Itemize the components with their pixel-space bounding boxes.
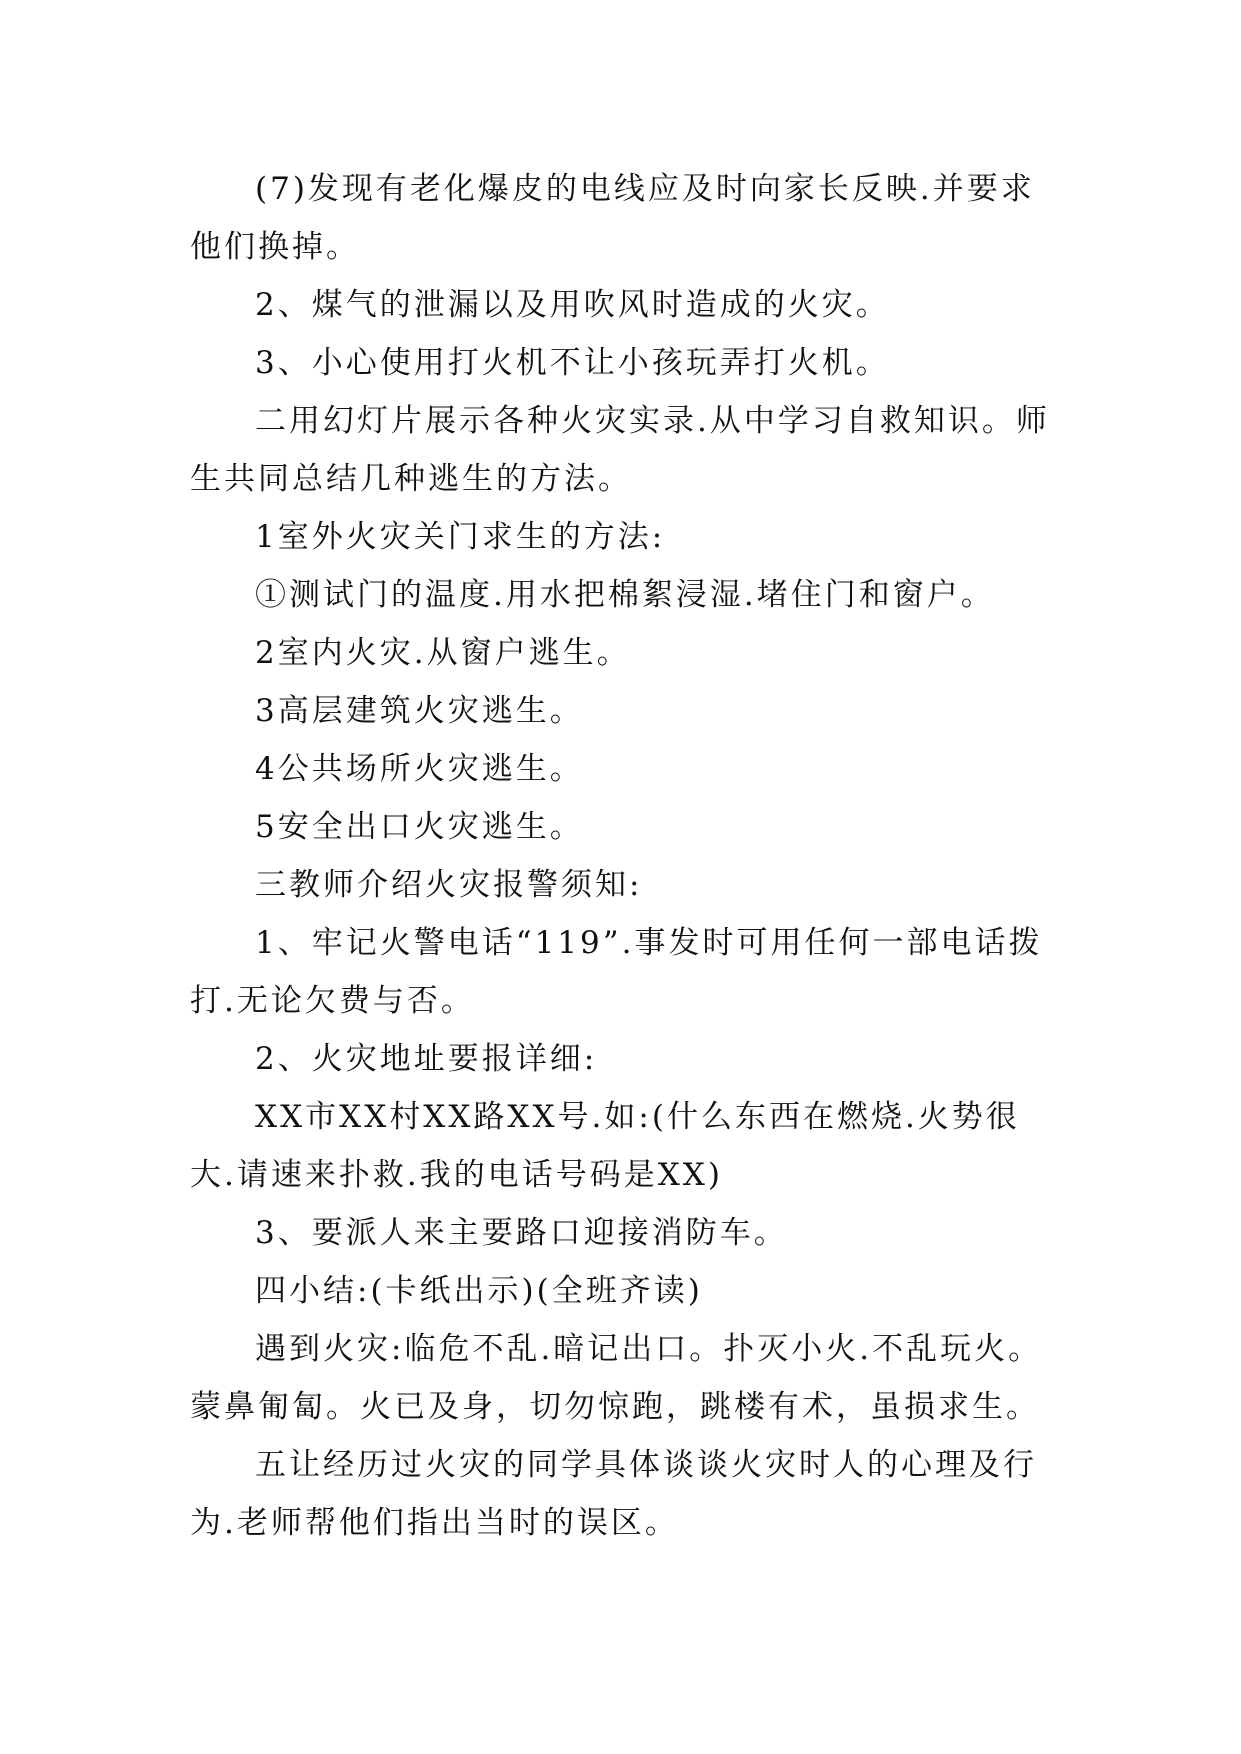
document-body bbox=[190, 160, 1060, 1552]
paragraph: 1室外火灾关门求生的方法: bbox=[255, 519, 666, 555]
paragraph: 四小结:(卡纸出示)(全班齐读) bbox=[255, 1273, 703, 1309]
paragraph: 遇到火灾:临危不乱.暗记出口。扑灭小火.不乱玩火。蒙鼻匍匐。火已及身，切勿惊跑，跳楼有术，虽损求生。 bbox=[190, 1331, 1043, 1425]
paragraph: 3高层建筑火灾逃生。 bbox=[255, 693, 584, 729]
paragraph: 2、火灾地址要报详细: bbox=[255, 1041, 598, 1077]
paragraph: (7)发现有老化爆皮的电线应及时向家长反映.并要求他们换掉。 bbox=[190, 171, 1035, 265]
paragraph: 三教师介绍火灾报警须知: bbox=[255, 867, 643, 903]
paragraph: ①测试门的温度.用水把棉絮浸湿.堵住门和窗户。 bbox=[255, 577, 995, 613]
paragraph: 五让经历过火灾的同学具体谈谈火灾时人的心理及行为.老师帮他们指出当时的误区。 bbox=[190, 1447, 1037, 1541]
paragraph: 2室内火灾.从窗户逃生。 bbox=[255, 635, 631, 671]
paragraph: 3、要派人来主要路口迎接消防车。 bbox=[255, 1215, 788, 1251]
paragraph: XX市XX村XX路XX号.如:(什么东西在燃烧.火势很大.请速来扑救.我的电话号码是XX) bbox=[190, 1099, 1020, 1193]
paragraph: 1、牢记火警电话“119”.事发时可用任何一部电话拨打.无论欠费与否。 bbox=[190, 925, 1043, 1019]
paragraph: 3、小心使用打火机不让小孩玩弄打火机。 bbox=[255, 345, 890, 381]
paragraph: 2、煤气的泄漏以及用吹风时造成的火灾。 bbox=[255, 287, 890, 323]
paragraph: 4公共场所火灾逃生。 bbox=[255, 751, 584, 787]
paragraph: 二用幻灯片展示各种火灾实录.从中学习自救知识。师生共同总结几种逃生的方法。 bbox=[190, 403, 1050, 497]
paragraph: 5安全出口火灾逃生。 bbox=[255, 809, 584, 845]
